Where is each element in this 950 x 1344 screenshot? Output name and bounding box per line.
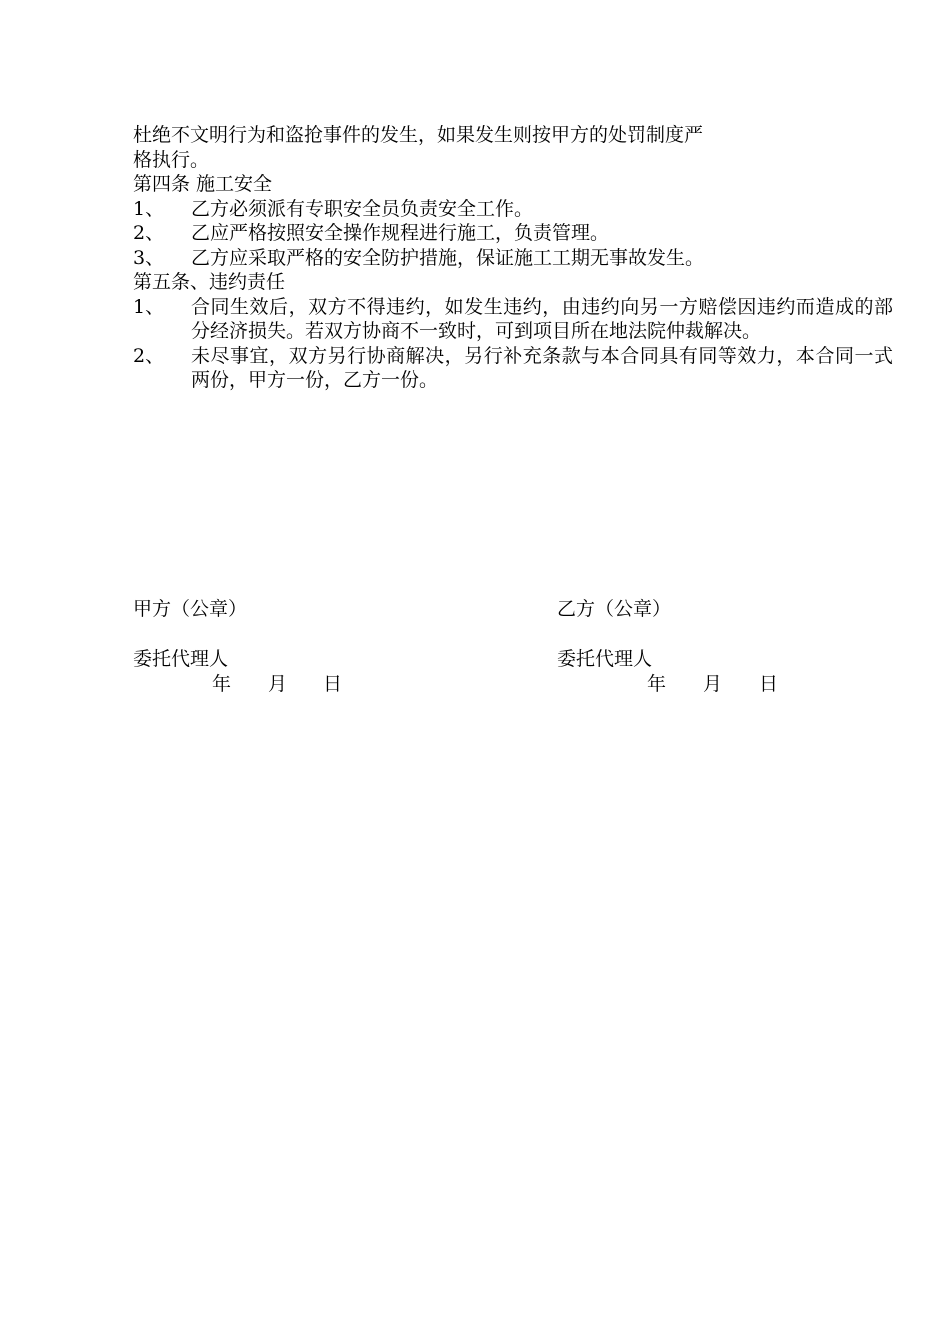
party-a-seal-label: 甲方（公章）	[133, 598, 248, 620]
item-text: 未尽事宜，双方另行协商解决，另行补充条款与本合同具有同等效力，本合同一式两份，甲方一份，乙方一份。	[191, 344, 893, 391]
item-number: 1、	[133, 197, 165, 220]
party-b-date-row	[0, 672, 950, 696]
contract-body	[133, 123, 893, 393]
party-a-year-label: 年	[212, 673, 232, 695]
item-text: 乙方必须派有专职安全员负责安全工作。	[191, 197, 534, 220]
article4-item-3	[133, 246, 893, 271]
intro-line-2: 格执行。	[133, 148, 210, 171]
item-text: 乙应严格按照安全操作规程进行施工，负责管理。	[191, 222, 610, 244]
item-text: 乙方应采取严格的安全防护措施，保证施工工期无事故发生。	[191, 246, 705, 269]
article4-heading: 第四条 施工安全	[133, 173, 273, 195]
article4-item-2	[133, 221, 893, 246]
party-b-seal-label: 乙方（公章）	[557, 598, 672, 620]
party-b-month-label: 月	[703, 673, 723, 695]
party-a-month-label: 月	[268, 673, 288, 695]
article5-item-1	[133, 295, 893, 344]
party-b-agent-label: 委托代理人	[557, 648, 653, 670]
party-a-agent-label: 委托代理人	[133, 648, 229, 670]
party-a-day-label: 日	[323, 673, 343, 695]
item-number: 1、	[133, 295, 165, 318]
item-number: 2、	[133, 344, 165, 367]
intro-line-1: 杜绝不文明行为和盗抢事件的发生，如果发生则按甲方的处罚制度严	[133, 124, 704, 146]
article4-item-1	[133, 197, 893, 222]
party-b-year-label: 年	[647, 673, 667, 695]
item-text: 合同生效后，双方不得违约，如发生违约，由违约向另一方赔偿因违约而造成的部分经济损失。若双方协商不一致时，可到项目所在地法院仲裁解决。	[191, 295, 893, 342]
item-number: 3、	[133, 246, 165, 269]
article5-item-2	[133, 344, 893, 393]
item-number: 2、	[133, 222, 165, 244]
article5-heading: 第五条、违约责任	[133, 271, 286, 293]
party-b-day-label: 日	[759, 673, 779, 695]
